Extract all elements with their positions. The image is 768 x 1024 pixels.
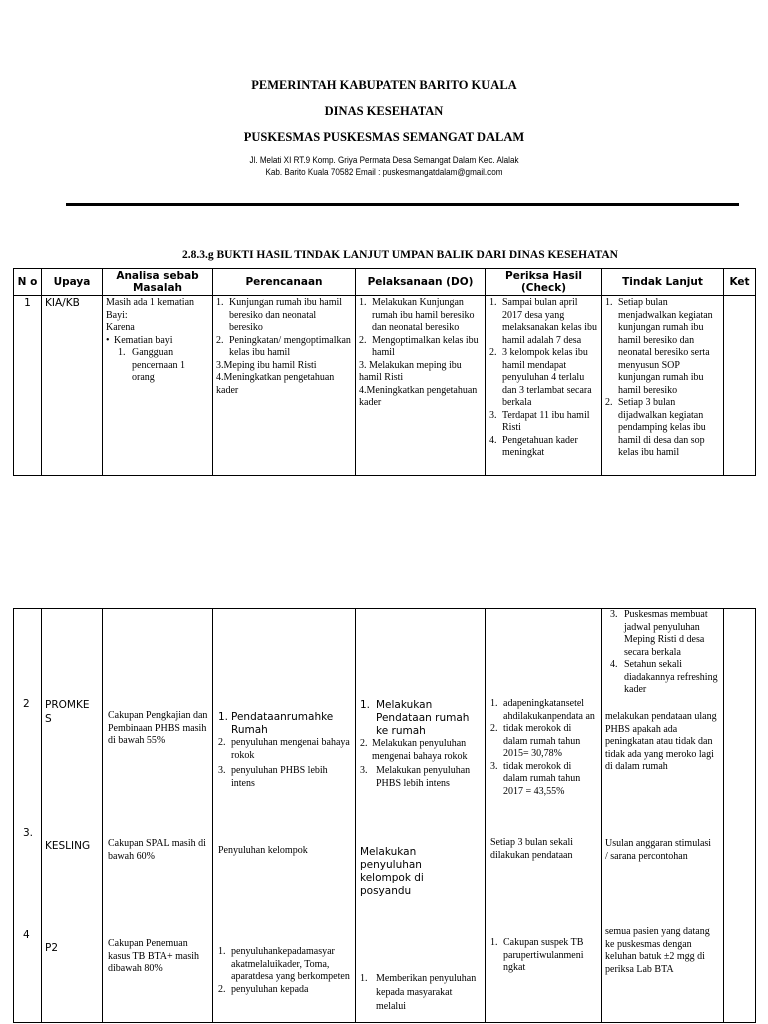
tindak-top <box>606 609 720 697</box>
perencanaan-p2 <box>218 946 352 996</box>
bullet-icon: • <box>106 334 110 346</box>
row-pelaksanaan <box>356 609 486 1023</box>
table-row <box>14 609 756 1023</box>
row-ket <box>724 609 756 1023</box>
table-row <box>14 296 756 476</box>
address-line-2: Kab. Barito Kuala 70582 Email : puskesmangatdalam@gmail.com <box>265 167 503 177</box>
followup-table <box>13 268 756 476</box>
periksa-promkes <box>490 698 598 798</box>
list-item: 3. Terdapat 11 ibu hamil Risti <box>489 409 590 433</box>
letterhead-line-1: PEMERINTAH KABUPATEN BARITO KUALA <box>251 78 517 92</box>
list-item: 4. Setahun sekali diadakannya refreshing kader <box>610 659 718 695</box>
row-periksa <box>486 609 602 1023</box>
list-item: 3.Meping ibu hamil Risti <box>216 359 317 371</box>
list-item: 2. tidak merokok di dalam rumah tahun 2015= 30,78% <box>490 723 581 759</box>
perencanaan-kesling: Penyuluhan kelompok <box>218 845 308 856</box>
list-item: 2. penyuluhan kepada <box>218 983 309 995</box>
col-header-ket: Ket <box>724 269 756 296</box>
upaya-p2: P2 <box>45 942 59 954</box>
col-header-pelaksanaan: Pelaksanaan (DO) <box>356 269 486 296</box>
row-periksa <box>486 296 602 476</box>
analisa-sub-item: 1. Gangguan pencernaan 1 orang <box>118 347 186 383</box>
col-header-upaya: Upaya <box>42 269 103 296</box>
list-item: 4.Meningkatkan pengetahuan kader <box>359 384 478 408</box>
periksa-p2 <box>490 937 598 975</box>
upaya-promkes: PROMKE S <box>45 699 90 725</box>
perencanaan-promkes <box>218 711 352 790</box>
tindak-p2: semua pasien yang datang ke puskesmas dengan keluhan batuk ±2 mgg di periksa Lab BTA <box>605 926 710 975</box>
list-item: 1. Setiap bulan menjadwalkan kegiatan kunjungan rumah ibu hamil beresiko dan neonatal beresiko serta menyusun SOP kunjungan rumah ibu hamil beresiko <box>605 297 713 396</box>
list-item: 2. Peningkatan/ mengoptimalkan kelas ibu hamil <box>216 334 351 358</box>
list-item: 3. Melakukan meping ibu hamil Risti <box>359 359 462 383</box>
list-item: 4. Pengetahuan kader meningkat <box>489 434 578 458</box>
periksa-kesling: Setiap 3 bulan sekali dilakukan pendataan <box>490 837 574 861</box>
list-item: 4.Meningkatkan pengetahuan kader <box>216 372 335 396</box>
col-header-tindak: Tindak Lanjut <box>602 269 724 296</box>
analisa-line-1: Masih ada 1 kematian Bayi: <box>106 297 195 321</box>
list-item: 3. Puskesmas membuat jadwal penyuluhan Meping Risti d desa secara berkala <box>610 609 708 658</box>
list-item: 2. Melakukan penyuluhan mengenai bahaya rokok <box>360 738 468 762</box>
row-perencanaan <box>213 609 356 1023</box>
analisa-line-2: Karena <box>106 322 135 333</box>
list-item: 1. Cakupan suspek TB parupertiwulanmeni ngkat <box>490 937 584 973</box>
no-p2: 4 <box>23 929 30 941</box>
table-header-row <box>14 269 756 296</box>
list-item: 2. Setiap 3 bulan dijadwalkan kegiatan pendamping kelas ibu hamil di desa dan sop kelas ibu hamil <box>605 397 706 458</box>
col-header-periksa: Periksa Hasil (Check) <box>486 269 602 296</box>
pelaksanaan-promkes <box>360 699 482 790</box>
no-kesling: 3. <box>23 827 34 839</box>
row-tindak <box>602 609 724 1023</box>
pelaksanaan-p2 <box>360 972 482 1014</box>
row-no <box>14 609 42 1023</box>
list-item: 1. penyuluhankepadamasyar akatmelaluikader, Toma, aparatdesa yang berkompeten <box>218 946 350 982</box>
no-promkes: 2 <box>23 698 30 710</box>
list-item: 3. penyuluhan PHBS lebih intens <box>218 765 328 789</box>
row-analisa <box>103 296 213 476</box>
list-item: 2. 3 kelompok kelas ibu hamil mendapat penyuluhan 4 terlalu dan 3 terlambat secara berkala <box>489 347 592 408</box>
letterhead-divider <box>66 203 739 206</box>
row-analisa <box>103 609 213 1023</box>
list-item: 3. Melakukan penyuluhan PHBS lebih intens <box>360 765 471 789</box>
row-upaya: KIA/KB <box>42 296 103 476</box>
list-item: 1. Pendataanrumahke Rumah <box>218 711 334 736</box>
list-item: 2. penyuluhan mengenai bahaya rokok <box>218 737 350 761</box>
col-header-analisa: Analisa sebab Masalah <box>103 269 213 296</box>
list-item: 3. tidak merokok di dalam rumah tahun 2017 = 43,55% <box>490 760 581 797</box>
analisa-p2: Cakupan Penemuan kasus TB BTA+ masih dibawah 80% <box>108 938 200 974</box>
row-tindak <box>602 296 724 476</box>
letterhead-line-2: DINAS KESEHATAN <box>324 104 444 118</box>
analisa-promkes: Cakupan Pengkajian dan Pembinaan PHBS masih di bawah 55% <box>108 710 208 746</box>
letterhead-line-3: PUSKESMAS PUSKESMAS SEMANGAT DALAM <box>243 130 525 144</box>
list-item: 1. Melakukan Pendataan rumah ke rumah <box>360 699 470 737</box>
list-item: 1. Memberikan penyuluhan kepada masyarakat melalui <box>360 973 477 1012</box>
col-header-no: N o <box>14 269 42 296</box>
pelaksanaan-kesling: Melakukan penyuluhan kelompok di posyandu <box>360 846 424 897</box>
row-pelaksanaan <box>356 296 486 476</box>
list-item: 1. Sampai bulan april 2017 desa yang melaksanakan kelas ibu hamil adalah 7 desa <box>489 297 597 346</box>
section-title: 2.8.3.g BUKTI HASIL TINDAK LANJUT UMPAN BALIK DARI DINAS KESEHATAN <box>181 249 618 261</box>
address-line-1: Jl. Melati XI RT.9 Komp. Griya Permata Desa Semangat Dalam Kec. Alalak <box>249 155 519 165</box>
upaya-kesling: KESLING <box>45 840 91 852</box>
row-ket <box>724 296 756 476</box>
row-no: 1 <box>14 296 42 476</box>
followup-table-continued <box>13 608 756 1023</box>
list-item: 1. Melakukan Kunjungan rumah ibu hamil beresiko dan neonatal beresiko <box>359 297 475 333</box>
analisa-kesling: Cakupan SPAL masih di bawah 60% <box>108 838 206 862</box>
analisa-bullet: • Kematian bayi <box>106 334 173 346</box>
col-header-perencanaan: Perencanaan <box>213 269 356 296</box>
list-item: 2. Mengoptimalkan kelas ibu hamil <box>359 334 479 358</box>
tindak-kesling: Usulan anggaran stimulasi / sarana percontohan <box>605 838 712 862</box>
list-item: 1. adapeningkatansetel ahdilakukanpendata an <box>490 698 595 722</box>
list-item: 1. Kunjungan rumah ibu hamil beresiko dan neonatal beresiko <box>216 297 343 333</box>
row-upaya <box>42 609 103 1023</box>
tindak-promkes: melakukan pendataan ulang PHBS apakah ada peningkatan atau tidak dan tidak ada yang meroko lagi di dalam rumah <box>605 711 717 772</box>
row-perencanaan <box>213 296 356 476</box>
